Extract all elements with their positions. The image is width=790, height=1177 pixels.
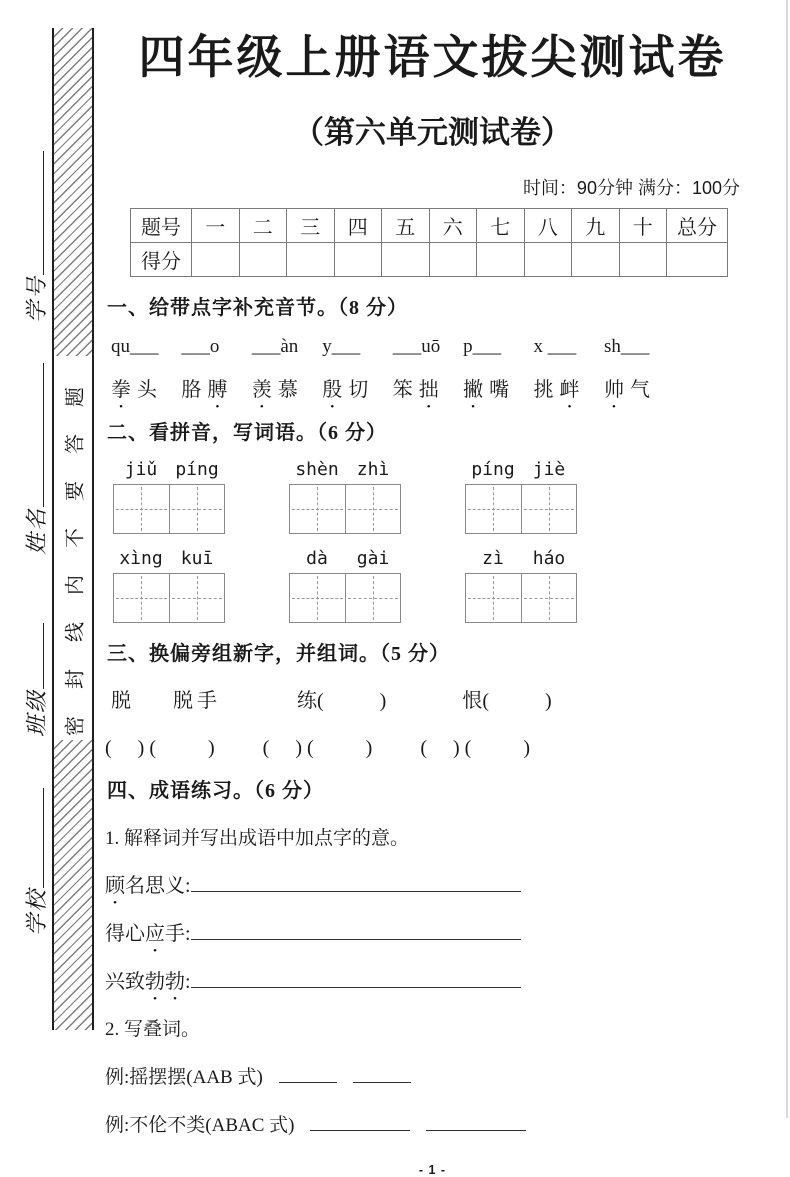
grid-cell <box>466 574 521 622</box>
grid-cell <box>466 485 521 533</box>
grid-cell <box>521 574 577 622</box>
score-empty-cell <box>429 243 477 277</box>
pinyin-blank: sh___ <box>603 336 650 358</box>
answer-blank <box>191 919 521 940</box>
writing-grid <box>113 484 225 534</box>
question-3-example-line <box>111 684 760 713</box>
label-text: 学校 <box>24 887 49 936</box>
character: 笨 <box>392 379 413 402</box>
example-character: 脱 <box>111 690 131 713</box>
score-header-cell: 五 <box>382 209 430 243</box>
new-char-item: 恨( ) <box>462 690 552 713</box>
question-1-items <box>111 336 656 402</box>
example-label: 例:摇摆摆(AAB 式) <box>105 1067 263 1089</box>
score-header-cell: 总分 <box>667 209 728 243</box>
answer-blank <box>426 1111 526 1131</box>
pinyin-label <box>113 548 225 569</box>
character: 心 <box>125 923 145 946</box>
pinyin-grid-item <box>289 459 401 534</box>
score-empty-cell <box>192 243 240 277</box>
pinyin-syllable: xìng <box>119 548 163 570</box>
dotted-character: 应 <box>145 923 165 946</box>
label-text: 班级 <box>24 688 49 737</box>
pinyin-blank: qu___ <box>111 336 159 358</box>
pinyin-syllable: zhì <box>356 459 390 481</box>
pinyin-syllable: zì <box>482 548 504 570</box>
score-empty-cell <box>524 243 572 277</box>
exam-page <box>105 0 760 1177</box>
character: 慕 <box>277 379 298 402</box>
pinyin-grid-row <box>113 548 760 623</box>
student-info-label <box>20 617 49 737</box>
example-word: 脱手 <box>173 690 221 713</box>
pinyin-syllable: kuī <box>180 548 214 570</box>
grid-cell <box>345 485 401 533</box>
character: 胳 <box>181 379 202 402</box>
dotted-character: 衅 <box>559 379 580 402</box>
question-3-answer-parens <box>105 737 760 760</box>
question-1 <box>105 291 760 402</box>
writing-grid <box>113 573 225 623</box>
pinyin-grid-item <box>113 548 225 623</box>
pinyin-syllable: háo <box>532 548 566 570</box>
question-1-heading: 一、给带点字补充音节。（8 分） <box>107 297 408 320</box>
grid-cell <box>290 485 345 533</box>
score-table-score-row <box>131 243 728 277</box>
pinyin-blank: p___ <box>463 336 502 358</box>
character: 气 <box>629 379 650 402</box>
score-empty-cell <box>239 243 287 277</box>
dotted-word <box>181 373 233 402</box>
paren-answer-group: ( ) ( ) <box>420 737 531 760</box>
dotted-word <box>252 373 304 402</box>
score-header-cell: 七 <box>477 209 525 243</box>
character: 兴 <box>105 971 125 994</box>
dotted-character: 拙 <box>418 379 439 402</box>
writing-grid <box>465 573 577 623</box>
score-header-cell: 四 <box>334 209 382 243</box>
score-empty-cell <box>667 243 728 277</box>
character: 手 <box>165 923 185 946</box>
pinyin-grid-item <box>465 459 577 534</box>
score-header-cell: 八 <box>524 209 572 243</box>
score-empty-cell <box>572 243 620 277</box>
score-table <box>130 208 728 277</box>
dotted-character: 殷 <box>322 379 343 402</box>
dotted-character: 膊 <box>207 379 228 402</box>
score-empty-cell <box>619 243 667 277</box>
idiom-lines <box>105 869 760 994</box>
character: 嘴 <box>489 379 510 402</box>
answer-blank <box>310 1111 410 1131</box>
score-empty-cell <box>382 243 430 277</box>
dotted-character: 撇 <box>463 379 484 402</box>
pinyin-label <box>113 459 225 480</box>
pinyin-label <box>465 548 577 569</box>
pinyin-blank: ___o <box>181 336 220 358</box>
score-empty-cell <box>477 243 525 277</box>
question-2-heading: 二、看拼音，写词语。（6 分） <box>107 422 387 445</box>
paren-answer-group: ( ) ( ) <box>262 737 373 760</box>
idiom-line: 兴致勃勃: <box>105 965 760 994</box>
score-header-cell: 六 <box>429 209 477 243</box>
character: 义 <box>165 875 185 898</box>
pinyin-grid-row <box>113 459 760 534</box>
seal-hatch-top <box>54 28 92 356</box>
dotted-character: 勃 <box>145 971 165 994</box>
writing-grid <box>289 484 401 534</box>
grid-cell <box>521 485 577 533</box>
student-info-label <box>20 776 49 936</box>
score-empty-cell <box>334 243 382 277</box>
pinyin-syllable: dà <box>306 548 328 570</box>
dotted-word <box>322 373 374 402</box>
score-header-cell: 题号 <box>131 209 192 243</box>
idiom-word <box>105 923 185 945</box>
question-4-heading: 四、成语练习。（6 分） <box>107 780 324 803</box>
pinyin-blank: x ___ <box>533 336 577 358</box>
dotted-character: 羡 <box>251 379 272 402</box>
syllable-word-pair <box>463 336 515 402</box>
score-header-cell: 二 <box>239 209 287 243</box>
score-header-cell: 一 <box>192 209 240 243</box>
answer-blank <box>191 967 521 988</box>
pinyin-syllable: gài <box>356 548 390 570</box>
score-header-cell: 九 <box>572 209 620 243</box>
idiom-line: 顾名思义: <box>105 869 760 898</box>
dotted-word <box>604 373 656 402</box>
student-info-label <box>20 345 49 555</box>
question-4 <box>105 774 760 1137</box>
character: 名 <box>125 875 145 898</box>
question-3 <box>105 637 760 760</box>
idiom-word <box>105 971 185 993</box>
character: 挑 <box>533 379 554 402</box>
page-number: - 1 - <box>418 1163 447 1177</box>
question-4-sub1: 1. 解释词并写出成语中加点字的意。 <box>105 828 410 850</box>
fill-in-line <box>24 151 44 275</box>
pinyin-label <box>289 548 401 569</box>
question-2-grids <box>105 459 760 623</box>
answer-blank <box>353 1063 411 1083</box>
character: 致 <box>125 971 145 994</box>
seal-line-text: 密封线内不要答题 <box>64 360 87 736</box>
paren-answer-group: ( ) ( ) <box>105 737 215 760</box>
character: 思 <box>145 875 165 898</box>
question-3-items <box>221 684 552 713</box>
pinyin-label <box>289 459 401 480</box>
new-char-item: 练( ) <box>297 690 387 713</box>
time-score-meta: 时间：90分钟 满分：100分 <box>522 178 740 199</box>
pinyin-syllable: píng <box>175 459 219 481</box>
dotted-character: 勃 <box>165 971 185 994</box>
label-text: 学号 <box>24 274 49 323</box>
seal-hatch-bottom <box>54 740 92 1030</box>
pinyin-grid-item <box>465 548 577 623</box>
pinyin-blank: ___uō <box>392 336 441 358</box>
grid-cell <box>345 574 401 622</box>
dotted-character: 顾 <box>105 875 125 898</box>
question-4-sub2: 2. 写叠词。 <box>105 1019 201 1041</box>
answer-blank <box>191 871 521 892</box>
writing-grid <box>289 573 401 623</box>
dotted-word <box>534 373 586 402</box>
syllable-word-pair <box>252 336 304 402</box>
pinyin-syllable: jiǔ <box>124 459 158 481</box>
example-line <box>105 1062 760 1089</box>
score-table-header-row <box>131 209 728 243</box>
pinyin-blank: ___àn <box>251 336 299 358</box>
reduplication-examples <box>105 1062 760 1137</box>
pinyin-syllable: píng <box>471 459 515 481</box>
seal-band <box>52 28 94 1030</box>
grid-cell <box>114 485 169 533</box>
score-header-cell: 十 <box>619 209 667 243</box>
score-row-label: 得分 <box>131 243 192 277</box>
character: 头 <box>137 379 157 402</box>
writing-grid <box>465 484 577 534</box>
label-text: 姓名 <box>24 506 49 555</box>
dotted-character: 拳 <box>111 379 131 402</box>
fill-in-line <box>24 788 44 888</box>
syllable-word-pair <box>604 336 656 402</box>
pinyin-grid-item <box>289 548 401 623</box>
fill-in-line <box>24 363 44 507</box>
page-title: 四年级上册语文拔尖测试卷 <box>138 31 727 83</box>
syllable-word-pair <box>181 336 233 402</box>
syllable-word-pair <box>393 336 445 402</box>
example-line <box>105 1110 760 1137</box>
character: 得 <box>105 923 125 946</box>
pinyin-syllable: jiè <box>532 459 566 481</box>
pinyin-label <box>465 459 577 480</box>
dotted-word <box>111 373 163 402</box>
pinyin-syllable: shèn <box>295 459 339 481</box>
dotted-character: 帅 <box>603 379 624 402</box>
syllable-word-pair <box>322 336 374 402</box>
syllable-word-pair <box>111 336 163 402</box>
page-subtitle: （第六单元测试卷） <box>293 115 572 151</box>
answer-blank <box>279 1063 337 1083</box>
dotted-word <box>463 373 515 402</box>
score-empty-cell <box>287 243 335 277</box>
idiom-line: 得心应手: <box>105 917 760 946</box>
dotted-word <box>393 373 445 402</box>
grid-cell <box>169 485 225 533</box>
pinyin-blank: y___ <box>322 336 361 358</box>
grid-cell <box>114 574 169 622</box>
syllable-word-pair <box>534 336 586 402</box>
score-header-cell: 三 <box>287 209 335 243</box>
question-2 <box>105 416 760 623</box>
pinyin-grid-item <box>113 459 225 534</box>
student-info-label <box>20 143 49 323</box>
grid-cell <box>290 574 345 622</box>
example-label: 例:不伦不类(ABAC 式) <box>105 1115 295 1137</box>
character: 切 <box>348 379 369 402</box>
question-3-heading: 三、换偏旁组新字，并组词。（5 分） <box>107 643 450 666</box>
fill-in-line <box>24 623 44 689</box>
seal-text-zone <box>54 356 92 740</box>
grid-cell <box>169 574 225 622</box>
idiom-word <box>105 875 185 897</box>
